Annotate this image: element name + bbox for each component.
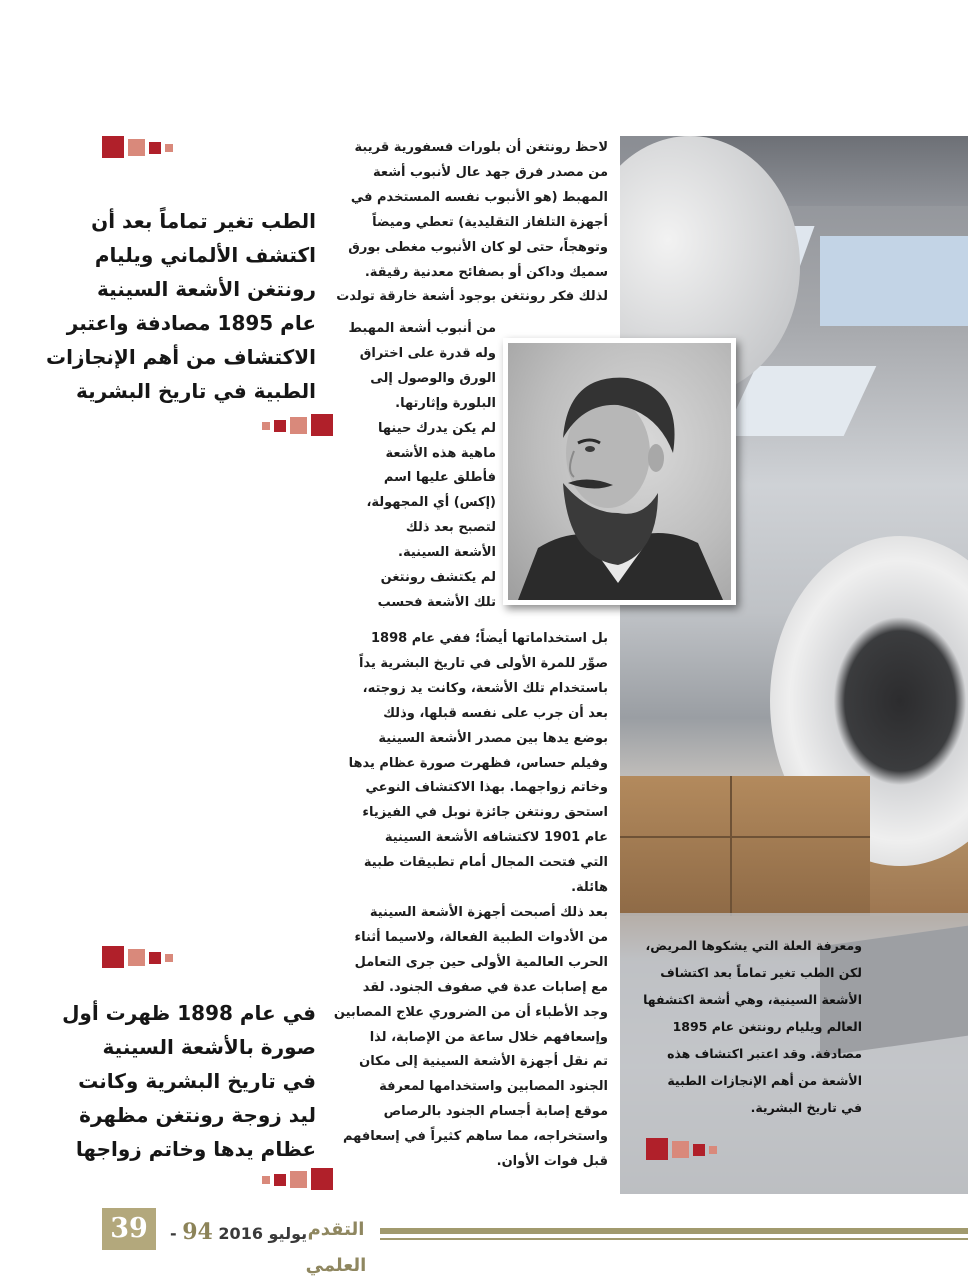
article-line: استحق رونتغن جائزة نوبل في الفيزياء — [362, 805, 608, 821]
article-line: من الأدوات الطبية الفعالة، ولاسيما أثناء — [354, 929, 608, 945]
article-bottom — [333, 627, 608, 1175]
page-number: 39 — [102, 1208, 156, 1250]
article-line: تلك الأشعة فحسب — [377, 594, 496, 610]
article-line: من مصدر فرق جهد عال لأنبوب أشعة — [372, 164, 608, 180]
article-line: تم نقل أجهزة الأشعة السينية إلى مكان — [359, 1054, 608, 1070]
article-line: عام 1901 لاكتشافه الأشعة السينية — [384, 830, 608, 846]
decorative-squares-caption — [646, 1138, 736, 1160]
decorative-squares-mid1 — [262, 414, 342, 436]
pull-quote-line: في عام 1898 ظهرت أول — [62, 1001, 316, 1025]
article-line: الجنود المصابين واستخدامها لمعرفة — [379, 1079, 608, 1095]
article-line: بل استخداماتها أيضاً؛ ففي عام 1898 — [371, 631, 608, 646]
pull-quote-line: عظام يدها وخاتم زواجها — [75, 1137, 316, 1161]
caption-line: مصادفة. وقد اعتبر اكتشاف هذه — [667, 1046, 862, 1061]
article-line: سميك وداكن أو بصفائح معدنية رقيقة. — [364, 264, 608, 280]
article-line: وإسعافهم خلال ساعة من الإصابة، لذا — [369, 1029, 608, 1045]
article-line: مع إصابات عدة في صفوف الجنود. لقد — [362, 979, 608, 995]
article-line: (إكس) أي المجهولة، — [366, 495, 496, 511]
article-line: البلورة وإثارتها. — [395, 395, 496, 411]
decorative-squares-bottom — [262, 1168, 342, 1190]
caption-line: في تاريخ البشرية. — [750, 1100, 862, 1115]
article-line: لم يكتشف رونتغن — [380, 570, 496, 586]
pull-quote-line: الطب تغير تماماً بعد أن — [91, 209, 316, 233]
pull-quote-line: اكتشف الألماني ويليام — [94, 243, 316, 267]
article-line: وله قدرة على اختراق — [359, 345, 496, 361]
article-line: من أنبوب أشعة المهبط — [348, 321, 496, 336]
pull-quote-line: في تاريخ البشرية وكانت — [78, 1069, 316, 1093]
caption-line: ومعرفة العلة التي يشكوها المريض، — [645, 938, 862, 953]
issue-date: - يوليو 2016 — [170, 1224, 308, 1243]
portrait-figure — [508, 343, 731, 600]
article-line: الورق والوصول إلى — [370, 370, 496, 386]
pull-quote-line: رونتغن الأشعة السينية — [96, 277, 316, 301]
footer-rule-thin — [380, 1238, 968, 1240]
issue-info — [170, 1218, 307, 1246]
article-line: أجهزة التلفاز التقليدية) تعطي وميضاً — [372, 214, 608, 230]
article-line: صوِّر للمرة الأولى في تاريخ البشرية يداً — [359, 655, 608, 671]
pull-quote-1 — [46, 204, 316, 408]
article-line: هائلة. — [571, 880, 608, 896]
article-line: باستخدام تلك الأشعة، وكانت يد زوجته، — [362, 680, 608, 696]
article-line: لتصبح بعد ذلك — [405, 520, 496, 536]
caption-line: لكن الطب تغير تماماً بعد اكتشاف — [660, 965, 862, 980]
decorative-squares-top — [102, 136, 182, 158]
article-line: وجد الأطباء أن من الضروري علاج المصابين — [333, 1004, 608, 1020]
roentgen-portrait — [503, 338, 736, 605]
pull-quote-line: الاكتشاف من أهم الإنجازات — [46, 345, 316, 369]
article-line: لم يكن يدرك حينها — [377, 420, 496, 436]
article-line: وخاتم زواجهما. بهذا الاكتشاف النوعي — [365, 780, 608, 796]
article-line: فأطلق عليها اسم — [383, 470, 496, 486]
pull-quote-line: عام 1895 مصادفة واعتبر — [66, 311, 316, 335]
article-line: بعد ذلك أصبحت أجهزة الأشعة السينية — [369, 904, 608, 920]
article-line: لاحظ رونتغن أن بلورات فسفورية قريبة — [354, 140, 608, 155]
pull-quote-line: صورة بالأشعة السينية — [102, 1035, 316, 1059]
article-line: موقع إصابة أجسام الجنود بالرصاص — [383, 1104, 608, 1120]
article-line: الحرب العالمية الأولى حين جرى التعامل — [354, 954, 608, 970]
article-line: التي فتحت المجال أمام تطبيقات طبية — [363, 855, 608, 871]
article-line: بوضع يدها بين مصدر الأشعة السينية — [378, 730, 608, 746]
caption-line: الأشعة من أهم الإنجازات الطبية — [667, 1073, 862, 1088]
article-line: وفيلم حساس، فظهرت صورة عظام يدها — [348, 755, 608, 771]
caption-line: العالم ويليام رونتغن عام 1895 — [672, 1019, 862, 1034]
pull-quote-2 — [62, 996, 316, 1166]
article-line: لذلك فكر رونتغن بوجود أشعة خارقة تولدت — [336, 289, 608, 305]
photo-caption — [640, 932, 862, 1121]
article-line: بعد أن جرب على نفسه قبلها، وذلك — [383, 705, 608, 721]
issue-number: 94 — [182, 1219, 213, 1245]
pull-quote-line: الطبية في تاريخ البشرية — [76, 379, 316, 403]
article-line: ماهية هذه الأشعة — [385, 445, 496, 461]
article-narrow — [348, 317, 496, 616]
article-top — [336, 136, 608, 310]
article-line: الأشعة السينية. — [398, 545, 496, 561]
article-line: المهبط (هو الأنبوب نفسه المستخدم في — [350, 189, 608, 205]
pull-quote-line: ليد زوجة رونتغن مظهرة — [79, 1103, 316, 1127]
magazine-logo: التقدم العلمي — [305, 1219, 367, 1276]
caption-line: الأشعة السينية، وهي أشعة اكتشفها — [643, 992, 862, 1007]
article-line: وتوهجاً، حتى لو كان الأنبوب مغطى بورق — [348, 239, 608, 255]
article-line: واستخراجه، مما ساهم كثيراً في إسعافهم — [342, 1129, 608, 1145]
footer-rule — [380, 1228, 968, 1234]
decorative-squares-mid2 — [102, 946, 182, 968]
article-line: قبل فوات الأوان. — [496, 1154, 608, 1170]
